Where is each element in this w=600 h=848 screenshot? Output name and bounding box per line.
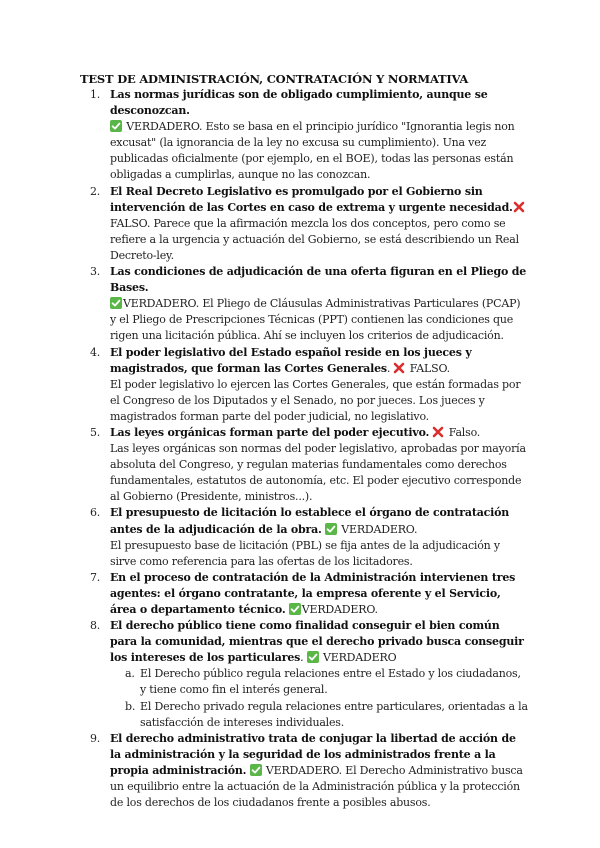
item-number: 1. bbox=[90, 88, 101, 101]
list-item bbox=[80, 87, 528, 184]
question-text: El presupuesto de licitación lo establece el órgano de contratación antes de la adjudicación de la obra. bbox=[110, 506, 510, 536]
list-item bbox=[80, 731, 528, 811]
page-title: TEST DE ADMINISTRACIÓN, CONTRATACIÓN Y NORMATIVA bbox=[80, 72, 469, 86]
list-item bbox=[80, 264, 528, 344]
sub-list-item bbox=[110, 666, 528, 698]
question-text: Las condiciones de adjudicación de una oferta figuran en el Pliego de Bases. bbox=[110, 265, 527, 295]
cross-mark-icon bbox=[393, 362, 405, 374]
sub-item-letter: b. bbox=[125, 699, 136, 713]
question-text: El poder legislativo del Estado español reside en los jueces y magistrados, que forman las Cortes Generales bbox=[110, 345, 472, 375]
verdict: FALSO. bbox=[110, 216, 151, 230]
check-mark-icon bbox=[110, 120, 122, 132]
verdict: FALSO. bbox=[409, 361, 450, 375]
verdict: Falso. bbox=[448, 425, 481, 439]
check-mark-icon bbox=[325, 523, 337, 535]
verdict: VERDADERO. bbox=[265, 763, 342, 777]
question-text: El Real Decreto Legislativo es promulgado por el Gobierno sin intervención de las Cortes en caso de extrema y urgente necesidad. bbox=[110, 184, 513, 214]
list-item bbox=[80, 570, 528, 618]
item-number: 9. bbox=[90, 731, 101, 745]
list-item: 4. El poder legislativo del Estado español reside en los jueces y magistrados, que forman las Cortes Generales. FALSO. El poder legislativo lo ejercen las Cortes Generales, que están formadas por el Congreso de los Diputados y el Senado, no por jueces. Los jueces y magistrados forman parte del poder judicial, no legislativo. bbox=[90, 345, 521, 423]
question-list bbox=[80, 87, 528, 811]
explanation: Las leyes orgánicas son normas del poder legislativo, aprobadas por mayoría absoluta del Congreso, y regulan materias fundamentales como derechos fundamentales, estatutos de autonomía, etc. El poder ejecutivo corresponde al Gobierno (Presidente, ministros...). bbox=[110, 442, 526, 504]
sub-item-text: El Derecho público regula relaciones entre el Estado y los ciudadanos, y tiene como fin el interés general. bbox=[140, 667, 521, 697]
question-text: En el proceso de contratación de la Administración intervienen tres agentes: el órgano contratante, la empresa oferente y el Servicio, área o departamento técnico. bbox=[110, 570, 516, 616]
explanation: El presupuesto base de licitación (PBL) se fija antes de la adjudicación y sirve como referencia para las ofertas de los licitadores. bbox=[110, 538, 500, 568]
cross-mark-icon bbox=[432, 426, 444, 438]
check-mark-icon bbox=[307, 651, 319, 663]
verdict: VERDADERO. bbox=[123, 297, 200, 311]
item-number: 4. bbox=[90, 345, 101, 359]
sub-item-letter: a. bbox=[125, 667, 135, 681]
sub-list-item bbox=[110, 699, 528, 731]
verdict: VERDADERO. bbox=[126, 120, 203, 134]
check-mark-icon bbox=[110, 297, 122, 309]
list-item bbox=[80, 425, 528, 505]
item-number: 2. bbox=[90, 184, 101, 198]
question-text: El derecho administrativo trata de conjugar la libertad de acción de la administración y la seguridad de los administrados frente a la propia administración. bbox=[110, 731, 516, 777]
sub-list bbox=[110, 666, 528, 730]
verdict: VERDADERO. bbox=[341, 522, 418, 536]
question-text: Las normas jurídicas son de obligado cumplimiento, aunque se desconozcan. bbox=[110, 88, 488, 118]
item-number: 5. bbox=[90, 425, 101, 439]
item-number: 3. bbox=[90, 265, 101, 279]
explanation: El Pliego de Cláusulas Administrativas Particulares (PCAP) y el Pliego de Prescripciones Técnicas (PPT) contienen las condiciones que rigen una licitación pública. Ahí se incluyen los criterios de adjudicación. bbox=[110, 297, 521, 343]
item-number: 7. bbox=[90, 570, 101, 584]
verdict: VERDADERO. bbox=[301, 603, 378, 616]
sub-item-text: El Derecho privado regula relaciones entre particulares, orientadas a la satisfacción de intereses individuales. bbox=[140, 699, 528, 729]
explanation: Esto se basa en el principio jurídico "Ignorantia legis non excusat" (la ignorancia de la ley no excusa su cumplimiento). Una vez publicadas oficialmente (por ejemplo, en el BOE), todas las personas están obligadas a cumplirlas, aunque no las conozcan. bbox=[110, 120, 515, 182]
cross-mark-icon bbox=[513, 201, 525, 213]
list-item bbox=[80, 505, 528, 569]
explanation: El Derecho Administrativo busca un equilibrio entre la actuación de la Administración pública y la protección de los derechos de los ciudadanos frente a posibles abusos. bbox=[110, 763, 523, 810]
question-text: Las leyes orgánicas forman parte del poder ejecutivo. bbox=[110, 425, 430, 439]
explanation: Parece que la afirmación mezcla los dos conceptos, pero como se refiere a la urgencia y actuación del Gobierno, se está describiendo un Real Decreto-ley. bbox=[110, 216, 519, 262]
check-mark-icon bbox=[250, 764, 262, 776]
item-number: 8. bbox=[90, 619, 101, 633]
list-item bbox=[80, 184, 528, 264]
item-number: 6. bbox=[90, 506, 101, 520]
question-text: El derecho público tiene como finalidad conseguir el bien común para la comunidad, mientras que el derecho privado busca conseguir los intereses de los particulares bbox=[110, 619, 524, 665]
verdict: VERDADERO bbox=[323, 651, 397, 665]
list-item: 8. El derecho público tiene como finalidad conseguir el bien común para la comunidad, mientras que el derecho privado busca conseguir los intereses de los particulares. VERDADERO a. El Derecho público regula relaciones entre el Estado y los ciudadanos, y tiene como fin el interés general. b. El Derecho privado regula relaciones entre particulares, orientadas a la satisfacción de intereses individuales. bbox=[80, 618, 528, 731]
explanation: El poder legislativo lo ejercen las Cortes Generales, que están formadas por el Congreso de los Diputados y el Senado, no por jueces. Los jueces y magistrados forman parte del poder judicial, no legislativo. bbox=[110, 377, 521, 423]
check-mark-icon bbox=[289, 603, 301, 615]
